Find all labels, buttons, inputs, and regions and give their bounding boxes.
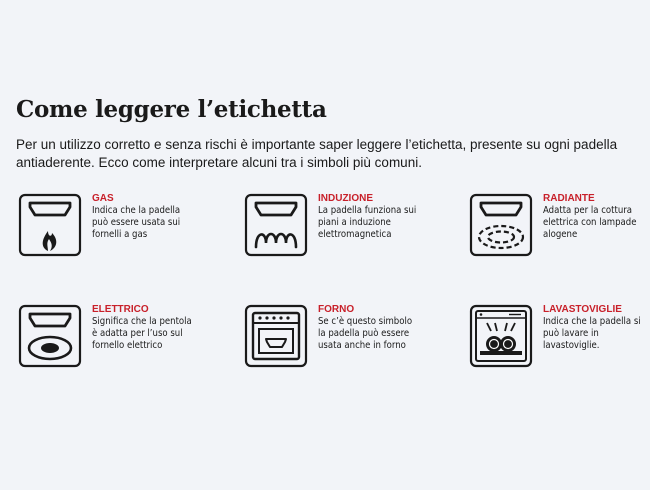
symbol-description: Indica che la padella si può lavare in lavastoviglie.: [543, 316, 641, 351]
symbol-description: La padella funziona sui piani a induzione elettromagnetica: [318, 205, 417, 240]
induction-coil-icon: [244, 193, 308, 257]
intro-paragraph: Per un utilizzo corretto e senza rischi è importante saper leggere l’etichetta, presente su ogni padella antiaderente. Ecco come interpretare alcuni tra i simboli più comuni.: [16, 137, 618, 170]
symbol-lavastoviglie: [469, 304, 650, 374]
symbol-label: FORNO: [318, 304, 355, 315]
oven-icon: [244, 304, 308, 368]
symbol-radiante: [469, 193, 650, 263]
symbol-label: INDUZIONE: [318, 193, 373, 204]
symbol-forno: [244, 304, 454, 374]
symbol-description: Significa che la pentola è adatta per l’uso sul fornello elettrico: [92, 316, 192, 351]
symbol-gas: [18, 193, 228, 263]
radiant-halogen-icon: [469, 193, 533, 257]
symbol-label: GAS: [92, 193, 114, 204]
symbol-description: Adatta per la cottura elettrica con lampade alogene: [543, 205, 637, 240]
symbol-label: LAVASTOVIGLIE: [543, 304, 622, 315]
symbol-label: RADIANTE: [543, 193, 595, 204]
symbol-description: Indica che la padella può essere usata sui fornelli a gas: [92, 205, 181, 240]
electric-plate-icon: [18, 304, 82, 368]
symbol-description: Se c’è questo simbolo la padella può essere usata anche in forno: [318, 316, 413, 351]
symbol-elettrico: [18, 304, 228, 374]
gas-flame-icon: [18, 193, 82, 257]
symbol-label: ELETTRICO: [92, 304, 149, 315]
page-title: Come leggere l’etichetta: [16, 96, 327, 123]
dishwasher-icon: [469, 304, 533, 368]
symbol-induzione: [244, 193, 454, 263]
